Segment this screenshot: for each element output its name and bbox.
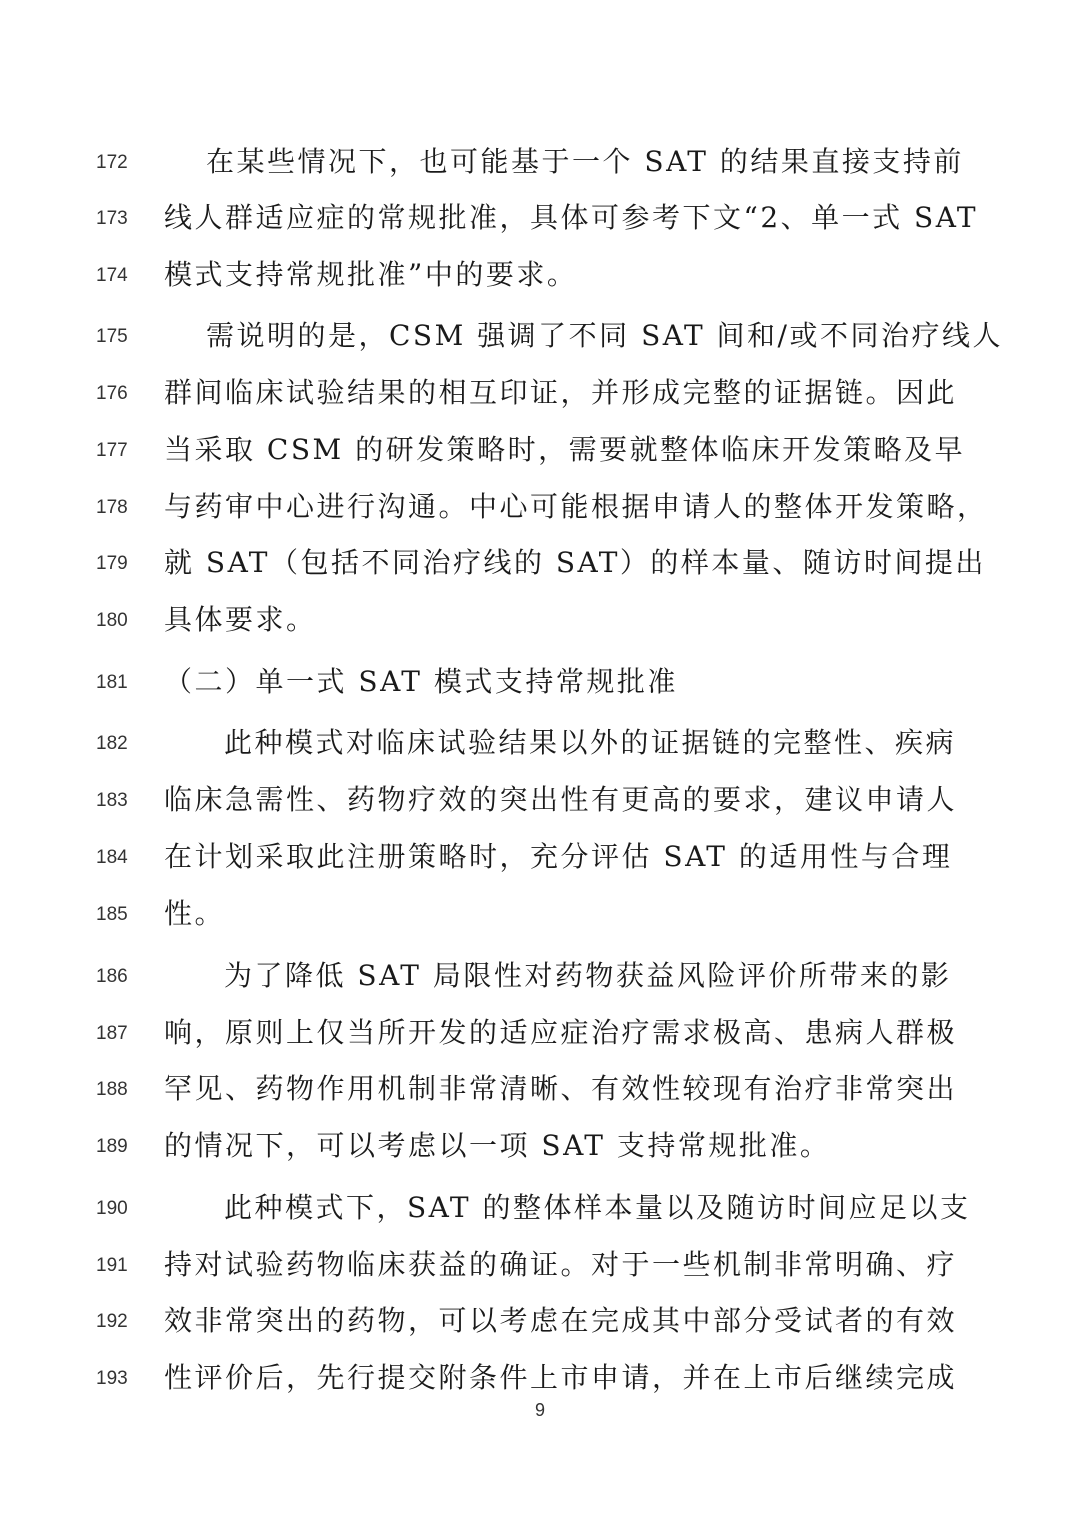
line-number: 189	[96, 1136, 128, 1157]
line-number: 185	[96, 904, 128, 925]
line-number: 173	[96, 208, 128, 229]
document-line	[0, 1069, 1080, 1109]
line-number: 191	[96, 1255, 128, 1276]
document-line	[0, 1188, 1080, 1228]
line-text: 此种模式对临床试验结果以外的证据链的完整性、疾病	[224, 726, 957, 759]
line-number: 192	[96, 1311, 128, 1332]
line-text: 与药审中心进行沟通。中心可能根据申请人的整体开发策略，	[164, 490, 988, 523]
document-line	[0, 894, 1080, 934]
document-line	[0, 1358, 1080, 1398]
document-line	[0, 316, 1080, 356]
document-line	[0, 1126, 1080, 1166]
document-line	[0, 1013, 1080, 1053]
line-text: 持对试验药物临床获益的确证。对于一些机制非常明确、疗	[164, 1248, 958, 1281]
line-number: 175	[96, 326, 128, 347]
document-line	[0, 723, 1080, 763]
document-line	[0, 780, 1080, 820]
line-number: 181	[96, 672, 128, 693]
line-text: 为了降低 SAT 局限性对药物获益风险评价所带来的影	[224, 959, 952, 992]
line-number: 183	[96, 790, 128, 811]
section-heading-line	[0, 662, 1080, 702]
document-line	[0, 956, 1080, 996]
line-text: 当采取 CSM 的研发策略时，需要就整体临床开发策略及早	[164, 433, 966, 466]
line-text: 性评价后，先行提交附条件上市申请，并在上市后继续完成	[164, 1361, 958, 1394]
line-number: 179	[96, 553, 128, 574]
line-text: 此种模式下，SAT 的整体样本量以及随访时间应足以支	[224, 1191, 971, 1224]
line-text: 群间临床试验结果的相互印证，并形成完整的证据链。因此	[164, 376, 958, 409]
document-line	[0, 198, 1080, 238]
document-line	[0, 600, 1080, 640]
page-number: 9	[534, 1400, 545, 1420]
line-text: 效非常突出的药物，可以考虑在完成其中部分受试者的有效	[164, 1304, 958, 1337]
line-text: 模式支持常规批准”中的要求。	[164, 258, 578, 291]
line-number: 186	[96, 966, 128, 987]
line-number: 180	[96, 610, 128, 631]
line-text: 就 SAT（包括不同治疗线的 SAT）的样本量、随访时间提出	[164, 546, 986, 579]
line-text: 性。	[164, 897, 226, 930]
line-text: 在计划采取此注册策略时，充分评估 SAT 的适用性与合理	[164, 840, 953, 873]
document-line	[0, 1301, 1080, 1341]
line-number: 178	[96, 497, 128, 518]
line-number: 184	[96, 847, 128, 868]
line-number: 174	[96, 265, 128, 286]
line-text: 响，原则上仅当所开发的适应症治疗需求极高、患病人群极	[164, 1016, 958, 1049]
line-text: 罕见、药物作用机制非常清晰、有效性较现有治疗非常突出	[164, 1072, 958, 1105]
line-number: 182	[96, 733, 128, 754]
document-line	[0, 255, 1080, 295]
document-line	[0, 430, 1080, 470]
line-text: 临床急需性、药物疗效的突出性有更高的要求，建议申请人	[164, 783, 958, 816]
document-line	[0, 142, 1080, 182]
document-line	[0, 1245, 1080, 1285]
line-number: 187	[96, 1023, 128, 1044]
line-number: 193	[96, 1368, 128, 1389]
line-number: 188	[96, 1079, 128, 1100]
line-number: 190	[96, 1198, 128, 1219]
line-number: 177	[96, 440, 128, 461]
line-text: 的情况下，可以考虑以一项 SAT 支持常规批准。	[164, 1129, 831, 1162]
document-line	[0, 373, 1080, 413]
line-text: 具体要求。	[164, 603, 317, 636]
line-number: 176	[96, 383, 128, 404]
line-text: 需说明的是，CSM 强调了不同 SAT 间和/或不同治疗线人	[206, 319, 1003, 352]
line-text: 在某些情况下，也可能基于一个 SAT 的结果直接支持前	[206, 145, 964, 178]
section-heading: （二）单一式 SAT 模式支持常规批准	[164, 665, 678, 698]
document-line	[0, 837, 1080, 877]
line-number: 172	[96, 152, 128, 173]
document-line	[0, 543, 1080, 583]
line-text: 线人群适应症的常规批准，具体可参考下文“2、单一式 SAT	[164, 201, 979, 234]
document-line	[0, 487, 1080, 527]
